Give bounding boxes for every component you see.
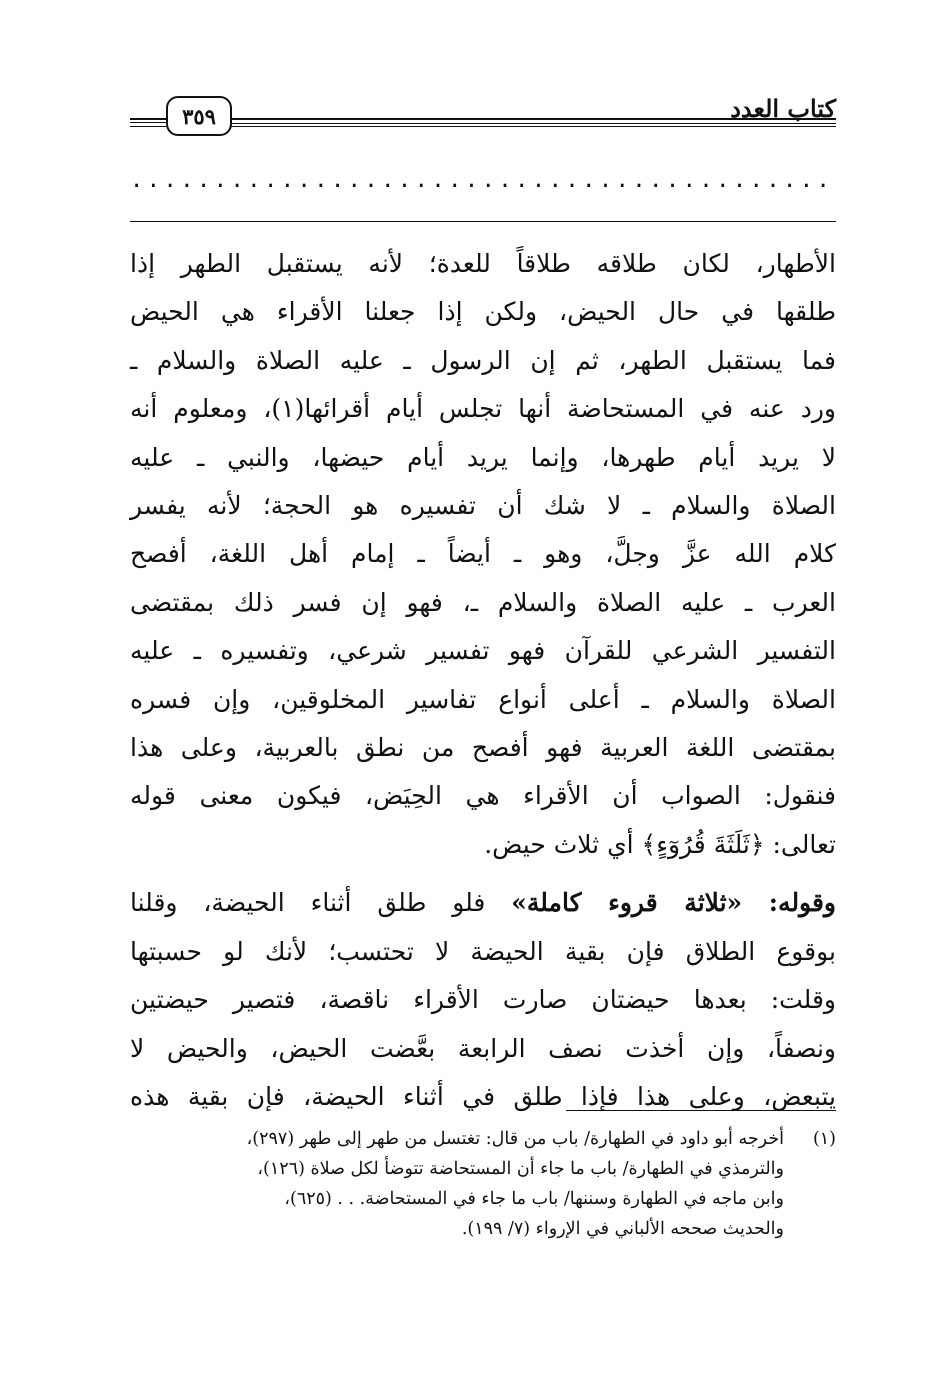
footnote-rule <box>566 1110 836 1111</box>
text-line: طلقها في حال الحيض، ولكن إذا جعلنا الأقراء هي الحيض <box>130 297 836 327</box>
footnote-body <box>130 1124 784 1244</box>
footnote-line: أخرجه أبو داود في الطهارة/ باب من قال: تغتسل من طهر إلى طهر (٢٩٧)، <box>246 1129 784 1149</box>
page-number-box <box>166 96 232 136</box>
text-line: فما يستقبل الطهر، ثم إن الرسول ـ عليه الصلاة والسلام ـ <box>130 345 836 375</box>
text-line: وقلت: بعدها حيضتان صارت الأقراء ناقصة، فتصير حيضتين <box>130 985 836 1015</box>
footnote <box>130 1124 836 1244</box>
text-line: لا يريد أيام طهرها، وإنما يريد أيام حيضها، والنبي ـ عليه <box>130 442 836 472</box>
paragraph-1 <box>130 240 836 869</box>
text-line: الأطهار، لكان طلاقه طلاقاً للعدة؛ لأنه يستقبل الطهر إذا <box>130 249 836 278</box>
body-top-rule <box>130 221 836 222</box>
text-line: فنقول: الصواب أن الأقراء هي الحِيَض، فيكون معنى قوله <box>130 781 836 811</box>
text-line: الصلاة والسلام ـ لا شك أن تفسيره هو الحجة؛ لأنه يفسر <box>130 491 836 521</box>
text-line: ونصفاً، وإن أخذت نصف الرابعة بعَّضت الحيض، والحيض لا <box>130 1033 836 1063</box>
text-line: بمقتضى اللغة العربية فهو أفصح من نطق بالعربية، وعلى هذا <box>130 733 836 763</box>
page-number: ٣٥٩ <box>182 103 216 129</box>
text-line: ورد عنه في المستحاضة أنها تجلس أيام أقرائها(١)، ومعلوم أنه <box>130 394 836 424</box>
text-line <box>130 879 836 927</box>
text-line: يتبعض، وعلى هذا فإذا طلق في أثناء الحيضة، فإن بقية هذه <box>130 1081 836 1111</box>
footnote-line: وابن ماجه في الطهارة وسننها/ باب ما جاء في المستحاضة. . . (٦٢٥)، <box>284 1189 784 1209</box>
page-header <box>130 94 836 138</box>
footnote-line: والترمذي في الطهارة/ باب ما جاء أن المستحاضة تتوضأ لكل صلاة (١٢٦)، <box>257 1159 784 1179</box>
text-line: الصلاة والسلام ـ أعلى أنواع تفاسير المخلوقين، وإن فسره <box>130 684 836 714</box>
text-line: كلام الله عزَّ وجلَّ، وهو ـ أيضاً ـ إمام أهل اللغة، أفصح <box>130 539 836 569</box>
main-text <box>130 240 836 1121</box>
continuation-dots: .......................................... <box>130 168 834 193</box>
text-line-rest: فلو طلق أثناء الحيضة، وقلنا <box>130 888 512 918</box>
quoted-phrase: وقوله: «ثلاثة قروء كاملة» <box>511 888 836 918</box>
text-line: تعالى: ﴿ثَلَثَةَ قُرُوٓءٍ﴾ أي ثلاث حيض. <box>484 829 836 859</box>
running-title: كتاب العدد <box>730 94 836 123</box>
text-line: التفسير الشرعي للقرآن فهو تفسير شرعي، وتفسيره ـ عليه <box>130 636 836 666</box>
paragraph-2 <box>130 879 836 1121</box>
footnote-line: والحديث صححه الألباني في الإرواء (٧/ ١٩٩). <box>461 1219 784 1239</box>
header-rule-left <box>130 118 166 123</box>
footnote-number: (١) <box>812 1129 836 1149</box>
text-line: بوقوع الطلاق فإن بقية الحيضة لا تحتسب؛ لأنك لو حسبتها <box>130 936 836 966</box>
text-line: العرب ـ عليه الصلاة والسلام ـ، فهو إن فسر ذلك بمقتضى <box>130 587 836 617</box>
